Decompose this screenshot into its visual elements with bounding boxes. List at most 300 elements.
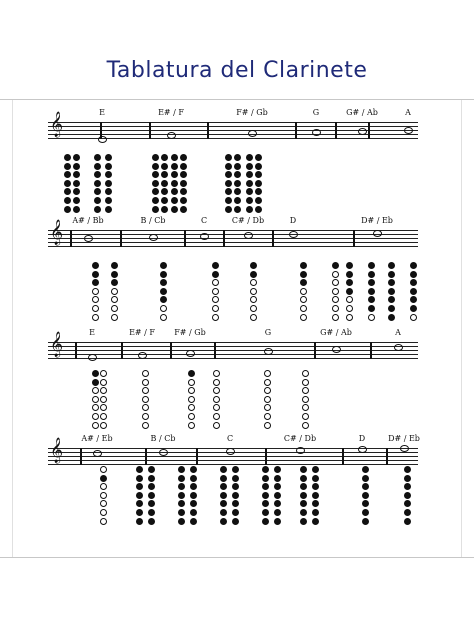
treble-clef-icon: 𝄞 — [50, 220, 64, 245]
closed-hole — [234, 171, 241, 178]
closed-hole — [300, 483, 307, 490]
fingering-diagram — [142, 370, 151, 430]
closed-hole — [274, 518, 281, 525]
closed-hole — [234, 188, 241, 195]
closed-hole — [220, 466, 227, 473]
open-hole — [250, 296, 257, 303]
closed-hole — [410, 296, 417, 303]
closed-hole — [152, 197, 159, 204]
note-label: D — [289, 216, 297, 225]
note-label: C — [226, 434, 234, 443]
open-hole — [188, 422, 195, 429]
closed-hole — [212, 262, 219, 269]
closed-hole — [64, 171, 71, 178]
treble-clef-icon: 𝄞 — [50, 112, 64, 137]
closed-hole — [178, 518, 185, 525]
closed-hole — [220, 492, 227, 499]
open-hole — [92, 387, 99, 394]
open-hole — [212, 296, 219, 303]
closed-hole — [312, 509, 319, 516]
closed-hole — [161, 171, 168, 178]
closed-hole — [94, 188, 101, 195]
note-head — [200, 233, 209, 240]
open-hole — [332, 279, 339, 286]
open-hole — [142, 379, 149, 386]
closed-hole — [180, 197, 187, 204]
closed-hole — [220, 475, 227, 482]
open-hole — [92, 404, 99, 411]
open-hole — [332, 314, 339, 321]
fingering-diagram — [300, 466, 309, 526]
closed-hole — [255, 171, 262, 178]
closed-hole — [178, 500, 185, 507]
page-title: Tablatura del Clarinete — [106, 58, 368, 83]
note-label: B / Cb — [140, 216, 166, 225]
closed-hole — [246, 188, 253, 195]
note-label: A — [395, 328, 401, 337]
barline — [265, 448, 267, 465]
open-hole — [100, 396, 107, 403]
fingering-diagram — [213, 370, 222, 430]
closed-hole — [388, 296, 395, 303]
closed-hole — [152, 206, 159, 213]
closed-hole — [388, 279, 395, 286]
fingering-diagram — [180, 154, 189, 214]
fingering-diagram — [100, 370, 109, 430]
closed-hole — [225, 206, 232, 213]
barline — [184, 230, 186, 247]
note-head — [159, 449, 168, 456]
closed-hole — [255, 188, 262, 195]
open-hole — [100, 387, 107, 394]
open-hole — [302, 387, 309, 394]
closed-hole — [64, 163, 71, 170]
closed-hole — [300, 262, 307, 269]
closed-hole — [111, 271, 118, 278]
staff-lines — [48, 342, 418, 358]
barline — [370, 342, 372, 359]
closed-hole — [220, 500, 227, 507]
closed-hole — [246, 197, 253, 204]
open-hole — [111, 305, 118, 312]
closed-hole — [262, 466, 269, 473]
closed-hole — [171, 180, 178, 187]
open-hole — [300, 314, 307, 321]
open-hole — [111, 296, 118, 303]
closed-hole — [152, 154, 159, 161]
closed-hole — [111, 262, 118, 269]
open-hole — [213, 387, 220, 394]
closed-hole — [160, 288, 167, 295]
fingering-diagram — [255, 154, 264, 214]
closed-hole — [404, 492, 411, 499]
closed-hole — [312, 475, 319, 482]
closed-hole — [148, 518, 155, 525]
closed-hole — [274, 509, 281, 516]
fingering-diagram — [312, 466, 321, 526]
closed-hole — [362, 509, 369, 516]
closed-hole — [105, 180, 112, 187]
fingering-diagram — [73, 154, 82, 214]
fingering-diagram — [64, 154, 73, 214]
closed-hole — [94, 180, 101, 187]
closed-hole — [190, 509, 197, 516]
fingering-diagram — [161, 154, 170, 214]
note-label: D — [358, 434, 366, 443]
open-hole — [100, 379, 107, 386]
barline — [342, 448, 344, 465]
closed-hole — [410, 305, 417, 312]
closed-hole — [300, 271, 307, 278]
note-label: A — [405, 108, 411, 117]
barline — [272, 230, 274, 247]
closed-hole — [105, 171, 112, 178]
note-label: A# / Bb — [72, 216, 104, 225]
note-label: E# / F — [129, 328, 155, 337]
closed-hole — [92, 370, 99, 377]
note-head — [93, 450, 102, 457]
open-hole — [212, 305, 219, 312]
open-hole — [302, 404, 309, 411]
fingering-diagram — [368, 262, 377, 322]
closed-hole — [362, 500, 369, 507]
note-head — [296, 447, 305, 454]
closed-hole — [225, 163, 232, 170]
closed-hole — [410, 288, 417, 295]
open-hole — [332, 271, 339, 278]
note-head — [400, 445, 409, 452]
fingering-diagram — [152, 154, 161, 214]
open-hole — [332, 305, 339, 312]
closed-hole — [190, 492, 197, 499]
closed-hole — [160, 296, 167, 303]
closed-hole — [178, 509, 185, 516]
closed-hole — [64, 206, 71, 213]
open-hole — [213, 422, 220, 429]
fingering-diagram — [94, 154, 103, 214]
closed-hole — [410, 279, 417, 286]
closed-hole — [262, 500, 269, 507]
fingering-diagram — [302, 370, 311, 430]
closed-hole — [255, 197, 262, 204]
closed-hole — [94, 171, 101, 178]
note-head — [289, 231, 298, 238]
closed-hole — [300, 509, 307, 516]
closed-hole — [368, 296, 375, 303]
open-hole — [302, 422, 309, 429]
closed-hole — [362, 483, 369, 490]
closed-hole — [250, 271, 257, 278]
closed-hole — [161, 206, 168, 213]
open-hole — [160, 305, 167, 312]
closed-hole — [232, 518, 239, 525]
closed-hole — [368, 271, 375, 278]
closed-hole — [255, 163, 262, 170]
closed-hole — [73, 188, 80, 195]
open-hole — [368, 314, 375, 321]
open-hole — [264, 404, 271, 411]
note-head — [149, 234, 158, 241]
closed-hole — [388, 314, 395, 321]
closed-hole — [300, 279, 307, 286]
closed-hole — [246, 154, 253, 161]
closed-hole — [346, 279, 353, 286]
closed-hole — [92, 271, 99, 278]
open-hole — [160, 314, 167, 321]
open-hole — [92, 305, 99, 312]
closed-hole — [274, 492, 281, 499]
closed-hole — [178, 492, 185, 499]
closed-hole — [105, 197, 112, 204]
note-head — [373, 230, 382, 237]
note-label: C — [200, 216, 208, 225]
barline — [120, 230, 122, 247]
open-hole — [250, 305, 257, 312]
closed-hole — [178, 466, 185, 473]
note-label: C# / Db — [231, 216, 265, 225]
closed-hole — [232, 500, 239, 507]
closed-hole — [388, 305, 395, 312]
open-hole — [100, 518, 107, 525]
fingering-diagram — [105, 154, 114, 214]
closed-hole — [255, 154, 262, 161]
closed-hole — [212, 271, 219, 278]
treble-clef-icon: 𝄞 — [50, 332, 64, 357]
fingering-diagram — [178, 466, 187, 526]
barline — [295, 122, 297, 139]
open-hole — [92, 296, 99, 303]
note-head — [138, 352, 147, 359]
open-hole — [250, 314, 257, 321]
closed-hole — [234, 206, 241, 213]
closed-hole — [180, 171, 187, 178]
closed-hole — [171, 188, 178, 195]
closed-hole — [274, 475, 281, 482]
barline — [170, 342, 172, 359]
closed-hole — [136, 492, 143, 499]
treble-clef-icon: 𝄞 — [50, 438, 64, 463]
closed-hole — [368, 288, 375, 295]
open-hole — [332, 296, 339, 303]
closed-hole — [220, 483, 227, 490]
open-hole — [332, 288, 339, 295]
closed-hole — [148, 475, 155, 482]
open-hole — [92, 396, 99, 403]
bottom-divider — [0, 557, 474, 558]
open-hole — [100, 500, 107, 507]
open-hole — [302, 370, 309, 377]
open-hole — [111, 314, 118, 321]
barline — [386, 448, 388, 465]
note-label: G# / Ab — [320, 328, 352, 337]
closed-hole — [274, 483, 281, 490]
fingering-diagram — [92, 262, 101, 322]
open-hole — [100, 483, 107, 490]
closed-hole — [94, 154, 101, 161]
closed-hole — [225, 171, 232, 178]
closed-hole — [250, 262, 257, 269]
open-hole — [100, 492, 107, 499]
closed-hole — [136, 509, 143, 516]
closed-hole — [152, 188, 159, 195]
closed-hole — [92, 379, 99, 386]
open-hole — [142, 422, 149, 429]
closed-hole — [73, 154, 80, 161]
closed-hole — [368, 305, 375, 312]
closed-hole — [346, 271, 353, 278]
closed-hole — [220, 509, 227, 516]
closed-hole — [312, 483, 319, 490]
closed-hole — [136, 500, 143, 507]
open-hole — [300, 296, 307, 303]
closed-hole — [262, 475, 269, 482]
barline — [149, 122, 151, 139]
closed-hole — [180, 154, 187, 161]
note-label: G# / Ab — [346, 108, 378, 117]
closed-hole — [410, 262, 417, 269]
closed-hole — [362, 492, 369, 499]
closed-hole — [388, 262, 395, 269]
closed-hole — [368, 279, 375, 286]
closed-hole — [160, 279, 167, 286]
closed-hole — [404, 500, 411, 507]
closed-hole — [312, 492, 319, 499]
closed-hole — [404, 466, 411, 473]
closed-hole — [262, 483, 269, 490]
closed-hole — [255, 180, 262, 187]
staff-lines — [48, 230, 418, 246]
fingering-diagram — [220, 466, 229, 526]
note-head — [84, 235, 93, 242]
note-head — [358, 446, 367, 453]
closed-hole — [234, 154, 241, 161]
closed-hole — [255, 206, 262, 213]
open-hole — [410, 314, 417, 321]
open-hole — [346, 296, 353, 303]
note-head — [98, 136, 107, 143]
closed-hole — [180, 180, 187, 187]
barline — [314, 342, 316, 359]
fingering-diagram — [264, 370, 273, 430]
open-hole — [100, 413, 107, 420]
closed-hole — [111, 279, 118, 286]
note-label: G — [312, 108, 320, 117]
closed-hole — [246, 163, 253, 170]
fingering-diagram — [362, 466, 371, 526]
open-hole — [142, 370, 149, 377]
barline — [80, 448, 82, 465]
open-hole — [264, 413, 271, 420]
closed-hole — [225, 188, 232, 195]
closed-hole — [190, 475, 197, 482]
open-hole — [264, 370, 271, 377]
closed-hole — [232, 509, 239, 516]
closed-hole — [300, 492, 307, 499]
note-label: C# / Db — [283, 434, 317, 443]
barline — [145, 448, 147, 465]
closed-hole — [188, 370, 195, 377]
fingering-diagram — [171, 154, 180, 214]
closed-hole — [161, 163, 168, 170]
closed-hole — [148, 492, 155, 499]
fingering-diagram — [160, 262, 169, 322]
barline — [353, 230, 355, 247]
closed-hole — [300, 466, 307, 473]
closed-hole — [220, 518, 227, 525]
closed-hole — [105, 154, 112, 161]
closed-hole — [190, 483, 197, 490]
closed-hole — [171, 197, 178, 204]
fingering-diagram — [262, 466, 271, 526]
barline — [196, 448, 198, 465]
closed-hole — [64, 188, 71, 195]
barline — [75, 342, 77, 359]
open-hole — [111, 288, 118, 295]
open-hole — [92, 314, 99, 321]
closed-hole — [225, 180, 232, 187]
closed-hole — [148, 466, 155, 473]
open-hole — [188, 379, 195, 386]
closed-hole — [190, 500, 197, 507]
closed-hole — [404, 518, 411, 525]
closed-hole — [148, 509, 155, 516]
note-label: F# / Gb — [236, 108, 268, 117]
closed-hole — [148, 483, 155, 490]
closed-hole — [73, 206, 80, 213]
closed-hole — [178, 475, 185, 482]
closed-hole — [136, 466, 143, 473]
closed-hole — [171, 154, 178, 161]
closed-hole — [362, 518, 369, 525]
closed-hole — [312, 500, 319, 507]
barline — [207, 122, 209, 139]
note-label: B / Cb — [150, 434, 176, 443]
closed-hole — [232, 475, 239, 482]
closed-hole — [262, 492, 269, 499]
closed-hole — [262, 518, 269, 525]
fingering-diagram — [346, 262, 355, 322]
note-label: F# / Gb — [174, 328, 206, 337]
open-hole — [92, 422, 99, 429]
closed-hole — [73, 197, 80, 204]
open-hole — [213, 404, 220, 411]
note-head — [244, 232, 253, 239]
closed-hole — [234, 180, 241, 187]
note-head — [264, 348, 273, 355]
open-hole — [142, 396, 149, 403]
note-label: E# / F — [158, 108, 184, 117]
barline — [121, 342, 123, 359]
open-hole — [212, 314, 219, 321]
open-hole — [213, 396, 220, 403]
closed-hole — [136, 483, 143, 490]
closed-hole — [160, 271, 167, 278]
closed-hole — [161, 188, 168, 195]
open-hole — [213, 379, 220, 386]
open-hole — [212, 288, 219, 295]
closed-hole — [246, 171, 253, 178]
closed-hole — [152, 163, 159, 170]
closed-hole — [171, 206, 178, 213]
closed-hole — [160, 262, 167, 269]
note-head — [394, 344, 403, 351]
closed-hole — [262, 509, 269, 516]
closed-hole — [180, 188, 187, 195]
open-hole — [188, 404, 195, 411]
open-hole — [302, 379, 309, 386]
closed-hole — [94, 197, 101, 204]
open-hole — [302, 413, 309, 420]
